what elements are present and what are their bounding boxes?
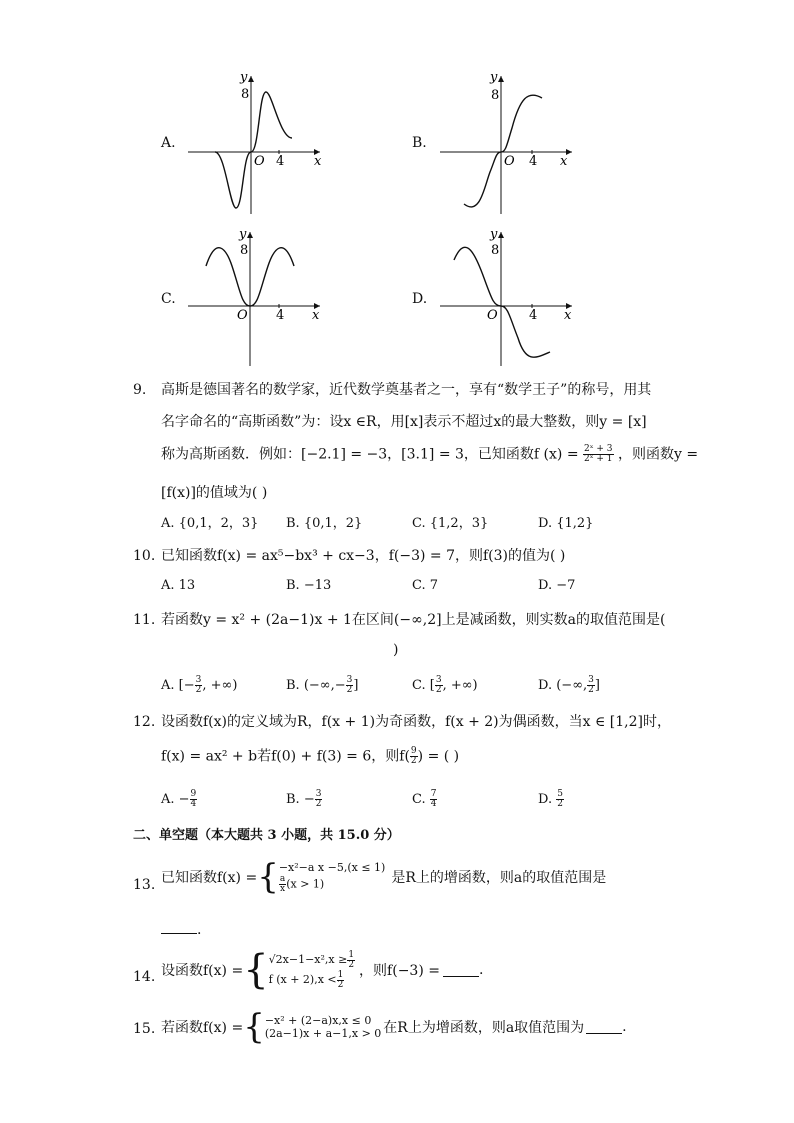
x-axis-label: x [312, 308, 320, 323]
y-tick-label: 8 [491, 243, 500, 258]
question-number: 9. [133, 382, 147, 398]
fraction-denominator: x [279, 884, 286, 894]
fraction-numerator: 3 [435, 675, 442, 685]
question-text: 若函数y = x² + (2a−1)x + 1在区间(−∞,2]上是减函数，则实数a的取值范围是( [161, 612, 666, 628]
fraction-numerator: 3 [315, 789, 322, 799]
option-label: A. [161, 135, 176, 151]
graph-a-plot [180, 68, 330, 216]
case-2 [279, 875, 386, 894]
option-a[interactable] [161, 676, 237, 695]
fraction-denominator: 2ˣ + 1 [584, 454, 613, 464]
fraction-numerator: 9 [190, 789, 197, 799]
question-text [161, 445, 698, 464]
option-text: , +∞) [442, 678, 478, 693]
x-tick-label: 4 [276, 154, 285, 169]
case-2 [269, 970, 355, 990]
fraction-numerator: 9 [410, 746, 417, 756]
option-d[interactable]: D. −7 [538, 578, 576, 593]
option-text: , +∞) [202, 678, 238, 693]
case-2: (2a−1)x + a−1,x > 0 [264, 1027, 382, 1040]
case-2-text: f (x + 2),x < [268, 973, 337, 986]
origin-label: O [504, 154, 515, 169]
fraction-denominator: 2 [315, 799, 322, 809]
answer-blank[interactable] [161, 921, 197, 934]
option-c[interactable] [412, 790, 437, 809]
question-text: [f(x)]的值域为( ) [161, 485, 268, 501]
x-axis-label: x [314, 154, 322, 169]
question-text-part: ) = ( ) [417, 748, 460, 765]
y-axis-label: y [239, 227, 247, 242]
question-text [161, 1007, 627, 1047]
option-a[interactable]: A. 13 [161, 578, 196, 593]
fraction-denominator: 4 [430, 799, 437, 809]
question-text-part: 设函数f(x) = [161, 963, 244, 979]
piecewise-cases [279, 860, 386, 894]
fraction [315, 790, 323, 809]
option-text: C. [412, 792, 430, 807]
option-d[interactable]: D. {1,2} [538, 516, 594, 531]
answer-line[interactable] [161, 921, 201, 939]
fraction [583, 445, 614, 464]
question-text: ) [393, 642, 399, 658]
question-text-part: 已知函数f(x) = [161, 870, 258, 886]
fraction-numerator: 3 [346, 675, 353, 685]
answer-blank[interactable] [443, 964, 479, 977]
fraction-numerator: 2ˣ + 3 [584, 444, 613, 454]
option-b[interactable]: B. {0,1，2} [286, 516, 363, 531]
brace-icon: { [257, 857, 279, 897]
fraction [587, 676, 595, 695]
option-text: ] [353, 678, 359, 693]
fraction [347, 951, 355, 970]
case-1 [269, 950, 355, 970]
fraction [435, 676, 443, 695]
answer-blank[interactable] [586, 1021, 622, 1034]
option-text: A. − [161, 792, 190, 807]
case-1: −x²−a x −5,(x ≤ 1) [278, 861, 386, 874]
fraction-denominator: 4 [190, 799, 197, 809]
question-text-part: 称为高斯函数．例如：[−2.1] = −3，[3.1] = 3，已知函数f (x) = [161, 446, 579, 463]
question-text [161, 747, 459, 766]
fraction-denominator: 2 [588, 685, 594, 695]
question-number: 12. [133, 714, 156, 730]
option-d[interactable] [538, 676, 600, 695]
fraction-denominator: 2 [195, 685, 202, 695]
fraction-denominator: 2 [410, 756, 417, 766]
case-2-text: (x > 1) [286, 877, 325, 891]
question-text-part: 若函数f(x) = [161, 1020, 244, 1036]
question-text-part: ，则函数y = [617, 446, 699, 463]
option-text: D. (−∞, [538, 678, 588, 693]
piecewise-cases [265, 1014, 381, 1040]
question-text: 设函数f(x)的定义域为R，f(x + 1)为奇函数，f(x + 2)为偶函数，当x ∈ [1,2]时， [161, 714, 671, 730]
question-text-part: 在R上为增函数，则a取值范围为 [383, 1020, 585, 1036]
graph-b-plot [432, 68, 582, 216]
fraction-numerator: 5 [557, 789, 563, 799]
question-text-part: ，则f(−3) = [359, 963, 440, 979]
option-d[interactable] [538, 790, 564, 809]
brace-icon: { [243, 947, 269, 993]
fraction [430, 790, 438, 809]
fraction-denominator: 2 [557, 799, 563, 809]
x-tick-label: 4 [529, 308, 538, 323]
question-number: 13. [133, 877, 156, 893]
fraction-numerator: 3 [195, 675, 202, 685]
fraction [410, 747, 418, 766]
option-text: C. [ [412, 678, 435, 693]
x-tick-label: 4 [529, 154, 538, 169]
option-b[interactable] [286, 790, 322, 809]
period: . [622, 1019, 627, 1035]
option-text: ] [594, 678, 600, 693]
question-text-part: f(x) = ax² + b若f(0) + f(3) = 6，则f( [161, 748, 410, 765]
section-heading: 二、单空题（本大题共 3 小题，共 15.0 分） [133, 828, 400, 843]
fraction-denominator: 2 [337, 979, 344, 990]
fraction-denominator: 2 [435, 685, 442, 695]
fraction-denominator: 2 [348, 959, 355, 970]
option-label: D. [412, 291, 428, 307]
fraction [337, 971, 345, 990]
option-a[interactable] [161, 790, 197, 809]
y-tick-label: 8 [241, 87, 250, 102]
origin-label: O [237, 308, 248, 323]
fraction-denominator: 2 [346, 685, 353, 695]
x-axis-label: x [564, 308, 572, 323]
graph-d-plot [432, 226, 582, 368]
graph-c-plot [180, 226, 330, 368]
option-text: D. [538, 792, 557, 807]
origin-label: O [487, 308, 498, 323]
question-text: 名字命名的“高斯函数”为：设x ∈R，用[x]表示不超过x的最大整数，则y = [x] [161, 414, 647, 430]
fraction [556, 790, 564, 809]
option-text: B. − [286, 792, 315, 807]
fraction-numerator: 1 [337, 969, 344, 980]
question-text [161, 857, 606, 897]
option-a[interactable]: A. {0,1，2，3} [161, 516, 259, 531]
y-tick-label: 8 [240, 243, 249, 258]
option-b[interactable]: B. −13 [286, 578, 332, 593]
option-text: B. (−∞,− [286, 678, 346, 693]
y-axis-label: y [240, 70, 248, 85]
fraction-numerator: 3 [588, 675, 594, 685]
fraction-numerator: a [279, 874, 286, 884]
option-c[interactable]: C. 7 [412, 578, 439, 593]
period: . [197, 922, 202, 938]
x-tick-label: 4 [276, 308, 285, 323]
question-number: 10. [133, 548, 156, 564]
question-text-part: 是R上的增函数，则a的取值范围是 [391, 870, 607, 886]
option-text: A. [− [161, 678, 195, 693]
fraction-numerator: 1 [348, 949, 355, 960]
fraction [190, 790, 198, 809]
question-number: 14. [133, 969, 156, 985]
origin-label: O [254, 154, 265, 169]
question-text: 已知函数f(x) = ax⁵−bx³ + cx−3，f(−3) = 7，则f(3)的值为( ) [161, 548, 566, 564]
option-b[interactable] [286, 676, 358, 695]
option-label: B. [412, 135, 427, 151]
fraction-numerator: 7 [430, 789, 437, 799]
option-label: C. [161, 291, 176, 307]
y-axis-label: y [490, 227, 498, 242]
question-text [161, 948, 483, 992]
option-c[interactable] [412, 676, 478, 695]
y-axis-label: y [490, 70, 498, 85]
case-1: −x² + (2−a)x,x ≤ 0 [264, 1014, 372, 1027]
brace-icon: { [243, 1007, 265, 1047]
y-tick-label: 8 [491, 88, 500, 103]
question-text: 高斯是德国著名的数学家，近代数学奠基者之一，享有“数学王子”的称号，用其 [161, 382, 652, 398]
x-axis-label: x [560, 154, 568, 169]
period: . [478, 962, 484, 978]
question-number: 15. [133, 1021, 156, 1037]
case-1-text: √2x−1−x²,x ≥ [268, 953, 348, 966]
option-c[interactable]: C. {1,2，3} [412, 516, 489, 531]
piecewise-cases [269, 950, 355, 990]
question-number: 11. [133, 612, 156, 628]
